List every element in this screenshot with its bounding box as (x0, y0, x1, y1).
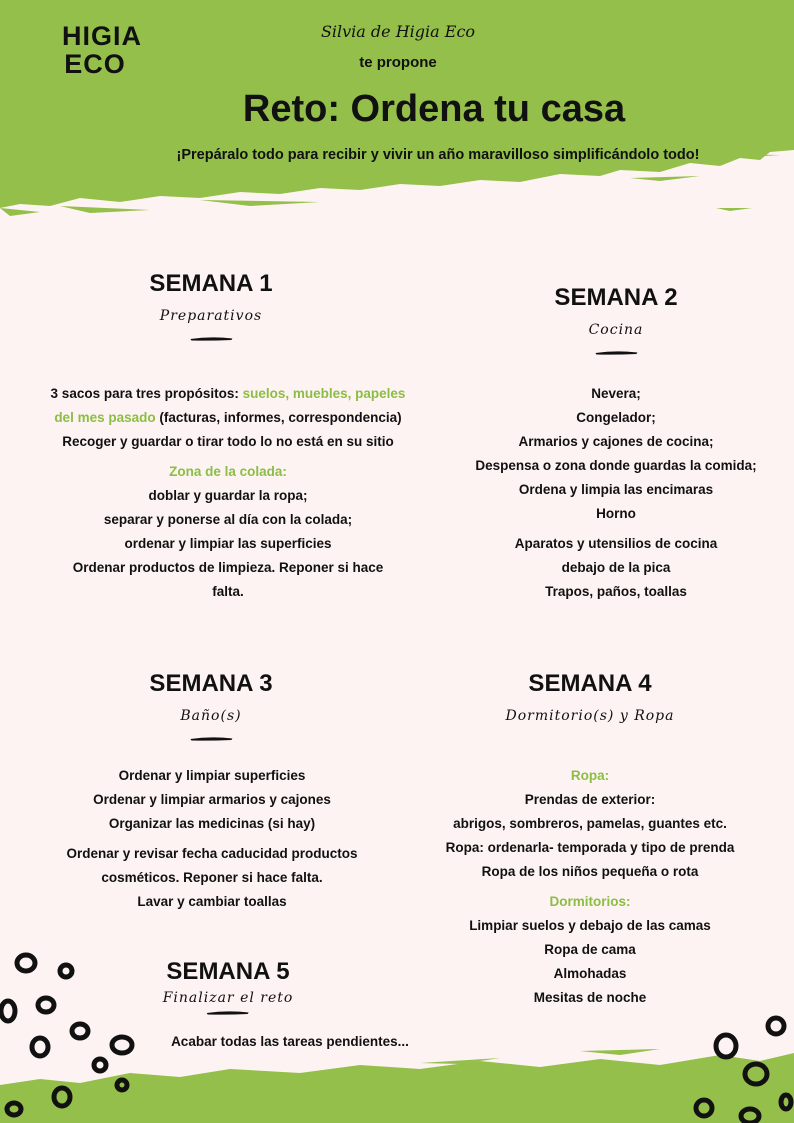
week-title: SEMANA 5 (166, 958, 290, 985)
list-item: Mesitas de noche (533, 990, 647, 1005)
higia-eco-logo: HIGIA ECO (62, 21, 143, 79)
week-5-list (150, 1030, 430, 1054)
list-item: Almohadas (553, 966, 627, 981)
page-title: Reto: Ordena tu casa (242, 88, 626, 130)
week-subtitle: Dormitorio(s) y Ropa (505, 708, 675, 724)
list-item: Trapos, paños, toallas (545, 584, 687, 599)
week-title: SEMANA 2 (554, 284, 678, 311)
list-item: debajo de la pica (561, 560, 671, 575)
week-title: SEMANA 1 (149, 270, 273, 297)
list-item: Limpiar suelos y debajo de las camas (469, 918, 711, 933)
list-item: Horno (596, 506, 636, 521)
list-item: Ropa: ordenarla- temporada y tipo de prenda (445, 840, 735, 855)
list-item: Ordena y limpia las encimaras (518, 482, 714, 497)
list-item: Ordenar y limpiar superficies (118, 768, 306, 783)
list-item: doblar y guardar la ropa; (148, 488, 308, 503)
dots-decoration-left (0, 945, 160, 1123)
section-heading: Dormitorios: (549, 894, 631, 909)
propone-label: te propone (359, 54, 437, 71)
list-item: Acabar todas las tareas pendientes... (171, 1034, 409, 1049)
brush-stroke-icon (189, 736, 233, 741)
list-item: Nevera; (591, 386, 641, 401)
week-subtitle: Finalizar el reto (162, 990, 294, 1006)
week-2-list (446, 382, 786, 604)
section-heading: Ropa: (570, 768, 610, 783)
list-item: Ordenar y revisar fecha caducidad productos cosméticos. Reponer si hace falta. (66, 846, 358, 885)
list-item: Despensa o zona donde guardas la comida; (475, 458, 757, 473)
week-2-header (554, 284, 677, 355)
brush-stroke-icon (206, 1010, 250, 1015)
week-5-header (163, 958, 294, 1015)
week-1-header (149, 270, 272, 341)
week-3-header (149, 670, 272, 741)
brush-stroke-icon (594, 350, 638, 355)
week-title: SEMANA 4 (528, 670, 652, 697)
list-item: Organizar las medicinas (si hay) (108, 816, 316, 831)
list-item: Armarios y cajones de cocina; (518, 434, 714, 449)
author-name: Silvia de Higia Eco (320, 22, 476, 41)
week-1-intro: 3 sacos para tres propósitos: suelos, muebles, papeles del mes pasado (facturas, informes, correspondencia) (50, 386, 406, 425)
week-subtitle: Baño(s) (180, 708, 242, 724)
week-title: SEMANA 3 (149, 670, 273, 697)
list-item: Ordenar y limpiar armarios y cajones (93, 792, 331, 807)
list-item: separar y ponerse al día con la colada; (103, 512, 353, 527)
list-item: ordenar y limpiar las superficies (124, 536, 332, 551)
page-subtitle: ¡Prepáralo todo para recibir y vivir un año maravilloso simplificándolo todo! (176, 147, 700, 163)
list-item: Aparatos y utensilios de cocina (514, 536, 718, 551)
brush-stroke-icon (189, 336, 233, 341)
week-4-list (420, 764, 760, 1010)
list-item: Congelador; (576, 410, 656, 425)
week-4-header (506, 670, 675, 724)
week-1-list (50, 382, 406, 604)
list-item: Prendas de exterior: (524, 792, 656, 807)
list-item: Ordenar productos de limpieza. Reponer si hace falta. (72, 560, 384, 599)
list-item: Lavar y cambiar toallas (137, 894, 287, 909)
list-item: abrigos, sombreros, pamelas, guantes etc. (453, 816, 727, 831)
week-3-list (50, 764, 374, 914)
dots-decoration-right (680, 1008, 794, 1123)
week-subtitle: Preparativos (159, 308, 263, 324)
week-subtitle: Cocina (588, 322, 644, 338)
list-item: Ropa de los niños pequeña o rota (481, 864, 699, 879)
list-item: Ropa de cama (544, 942, 636, 957)
list-item: Recoger y guardar o tirar todo lo no está en su sitio (62, 434, 394, 449)
section-heading: Zona de la colada: (169, 464, 287, 479)
